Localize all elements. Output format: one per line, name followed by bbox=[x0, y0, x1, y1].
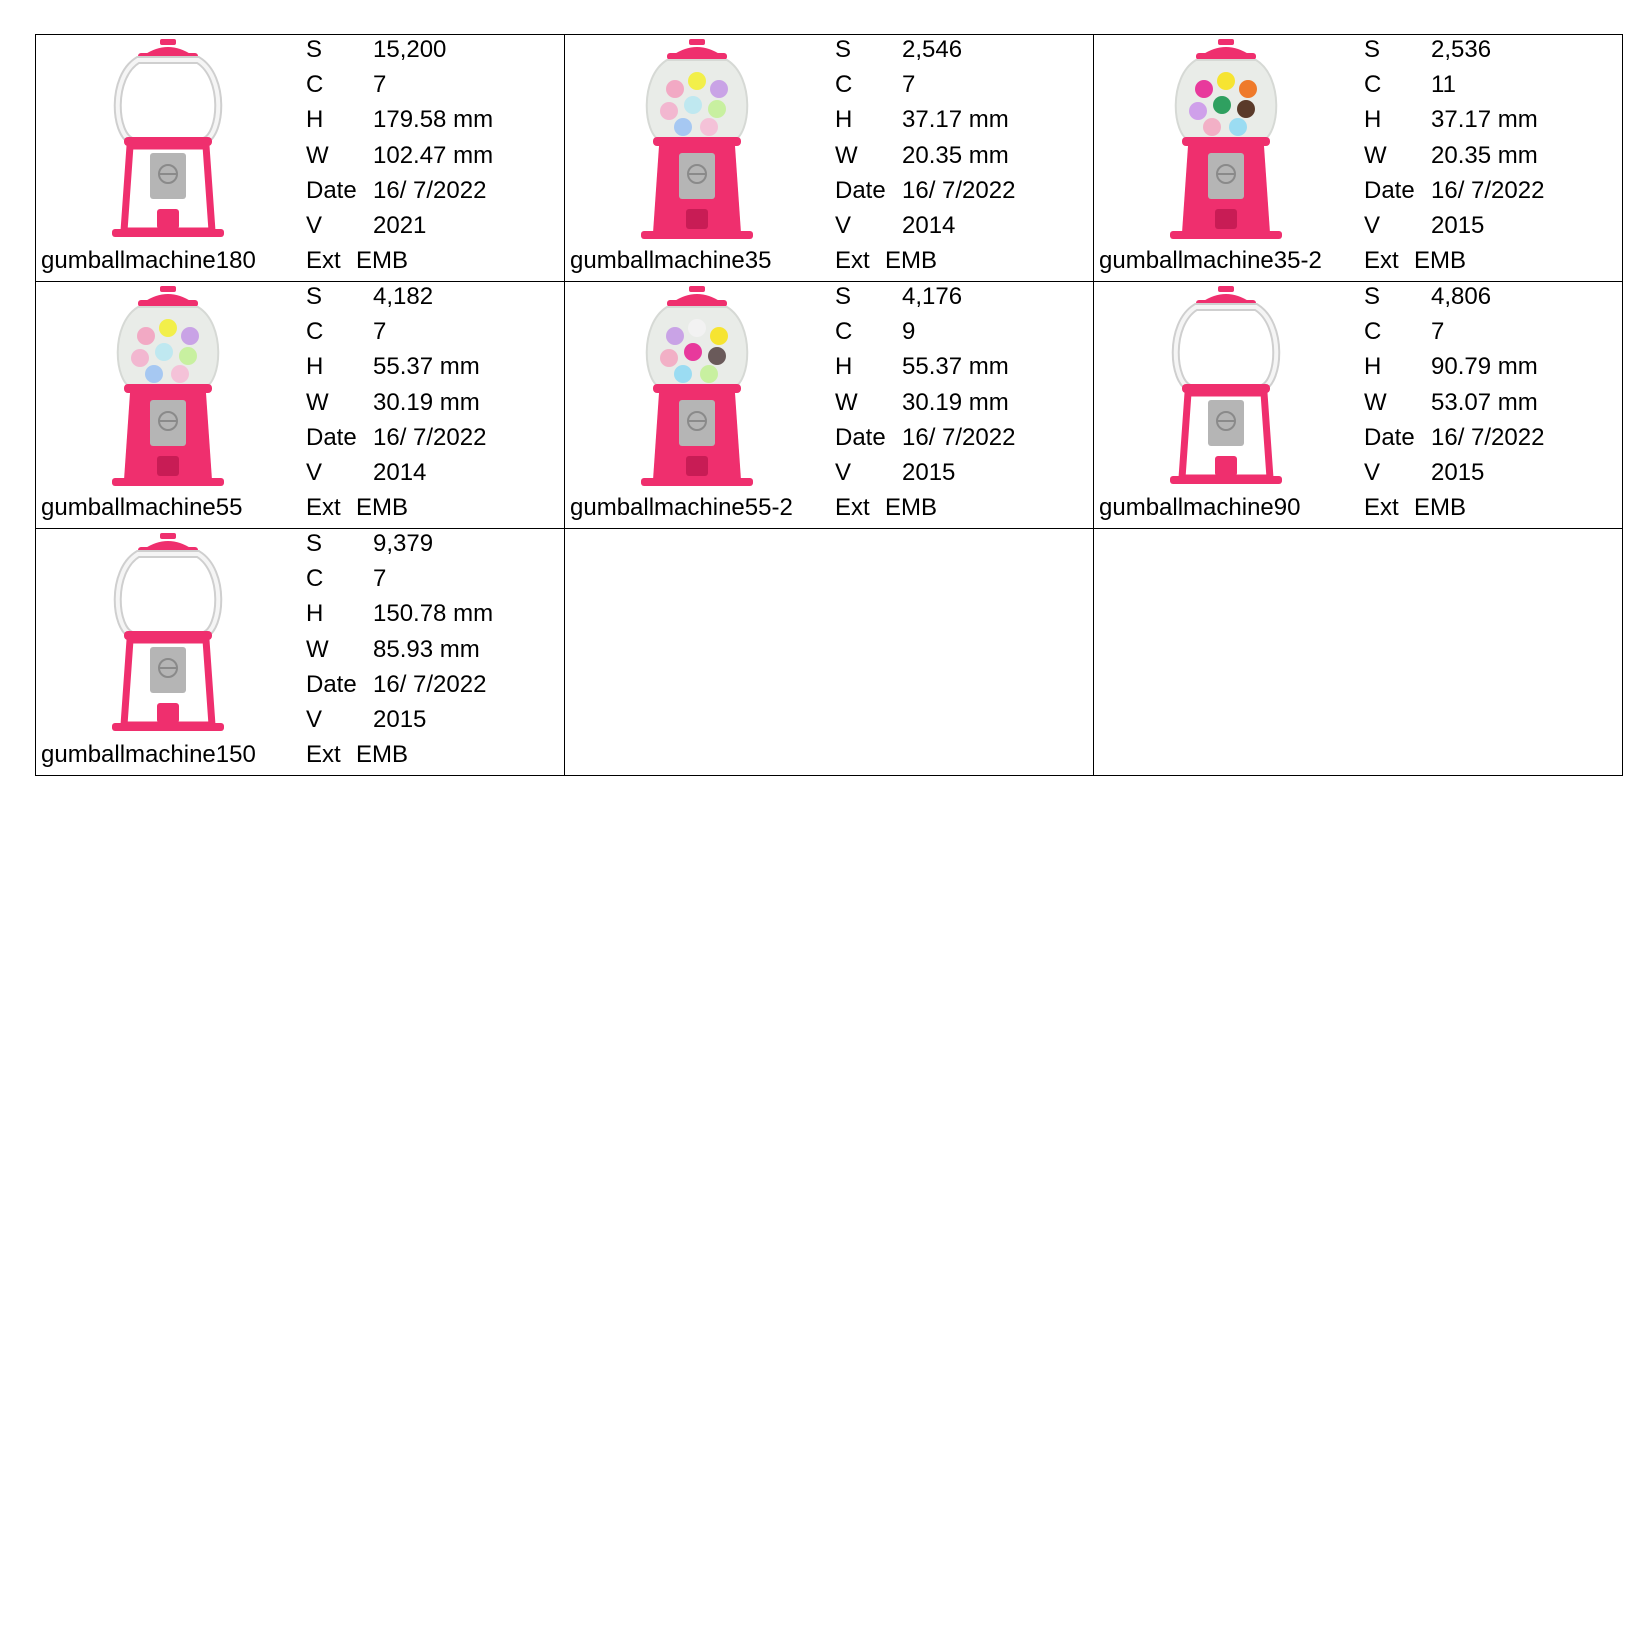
design-cell bbox=[36, 282, 565, 529]
stitches-value: 2,536 bbox=[1431, 36, 1492, 63]
colors-value: 7 bbox=[373, 565, 387, 593]
stitches-label: S bbox=[1364, 283, 1381, 310]
design-filename: gumballmachine55-2 bbox=[570, 494, 793, 521]
height-value: 90.79 mm bbox=[1431, 353, 1538, 381]
date-label: Date bbox=[306, 423, 357, 451]
stitches-value: 9,379 bbox=[373, 530, 434, 557]
gumball-machine-filled-multicolor-icon bbox=[1166, 37, 1286, 247]
extension-value: EMB bbox=[356, 247, 409, 275]
height-label: H bbox=[306, 106, 324, 134]
extension-label: Ext bbox=[306, 494, 341, 522]
empty-cell bbox=[1094, 529, 1623, 776]
design-cell bbox=[1094, 282, 1623, 529]
stitches-value: 2,546 bbox=[902, 36, 963, 63]
colors-label: C bbox=[306, 318, 324, 346]
gumball-machine-filled-multicolor-icon bbox=[637, 284, 757, 494]
version-label: V bbox=[306, 211, 323, 239]
stitches-label: S bbox=[306, 36, 323, 63]
extension-label: Ext bbox=[835, 247, 870, 275]
stitches-label: S bbox=[835, 283, 852, 310]
width-value: 20.35 mm bbox=[1431, 141, 1538, 169]
version-label: V bbox=[1364, 211, 1381, 239]
version-value: 2021 bbox=[373, 211, 427, 239]
width-value: 53.07 mm bbox=[1431, 388, 1538, 416]
stitches-value: 4,182 bbox=[373, 283, 434, 310]
width-label: W bbox=[835, 141, 858, 169]
date-value: 16/ 7/2022 bbox=[1431, 423, 1545, 451]
colors-value: 9 bbox=[902, 318, 916, 346]
design-filename: gumballmachine150 bbox=[41, 741, 256, 768]
height-label: H bbox=[835, 106, 853, 134]
height-label: H bbox=[835, 353, 853, 381]
version-label: V bbox=[835, 458, 852, 486]
date-value: 16/ 7/2022 bbox=[1431, 176, 1545, 204]
version-label: V bbox=[306, 458, 323, 486]
design-filename: gumballmachine90 bbox=[1099, 494, 1301, 521]
width-label: W bbox=[306, 141, 329, 169]
design-filename: gumballmachine35-2 bbox=[1099, 247, 1322, 274]
extension-value: EMB bbox=[356, 741, 409, 769]
design-cell bbox=[36, 529, 565, 776]
height-label: H bbox=[306, 353, 324, 381]
gumball-machine-filled-icon bbox=[108, 284, 228, 494]
version-value: 2015 bbox=[373, 705, 427, 733]
design-cell bbox=[565, 35, 1094, 282]
version-value: 2014 bbox=[373, 458, 427, 486]
design-cell bbox=[565, 282, 1094, 529]
version-value: 2015 bbox=[1431, 211, 1485, 239]
gumball-machine-filled-icon bbox=[637, 37, 757, 247]
empty-cell bbox=[565, 529, 1094, 776]
design-cell bbox=[36, 35, 565, 282]
design-sheet bbox=[35, 34, 1623, 776]
date-label: Date bbox=[1364, 423, 1415, 451]
stitches-label: S bbox=[835, 36, 852, 63]
height-label: H bbox=[1364, 353, 1382, 381]
design-grid bbox=[35, 34, 1623, 776]
width-label: W bbox=[306, 635, 329, 663]
height-value: 179.58 mm bbox=[373, 106, 494, 134]
version-value: 2015 bbox=[902, 458, 956, 486]
colors-value: 7 bbox=[902, 71, 916, 99]
stitches-value: 15,200 bbox=[373, 36, 447, 63]
extension-value: EMB bbox=[356, 494, 409, 522]
height-value: 55.37 mm bbox=[373, 353, 480, 381]
width-label: W bbox=[306, 388, 329, 416]
stitches-label: S bbox=[306, 530, 323, 557]
version-value: 2014 bbox=[902, 211, 956, 239]
stitches-label: S bbox=[306, 283, 323, 310]
extension-label: Ext bbox=[306, 741, 341, 769]
width-value: 20.35 mm bbox=[902, 141, 1009, 169]
date-value: 16/ 7/2022 bbox=[902, 423, 1016, 451]
version-value: 2015 bbox=[1431, 458, 1485, 486]
extension-value: EMB bbox=[885, 494, 938, 522]
width-label: W bbox=[835, 388, 858, 416]
colors-value: 7 bbox=[373, 318, 387, 346]
extension-label: Ext bbox=[1364, 247, 1399, 275]
height-value: 150.78 mm bbox=[373, 600, 494, 628]
width-label: W bbox=[1364, 141, 1387, 169]
height-label: H bbox=[306, 600, 324, 628]
stitches-value: 4,176 bbox=[902, 283, 963, 310]
colors-value: 7 bbox=[1431, 318, 1445, 346]
date-value: 16/ 7/2022 bbox=[373, 176, 487, 204]
gumball-machine-outline-icon bbox=[108, 531, 228, 741]
date-label: Date bbox=[306, 176, 357, 204]
date-value: 16/ 7/2022 bbox=[373, 423, 487, 451]
width-value: 102.47 mm bbox=[373, 141, 494, 169]
width-label: W bbox=[1364, 388, 1387, 416]
date-value: 16/ 7/2022 bbox=[373, 670, 487, 698]
colors-label: C bbox=[835, 318, 853, 346]
colors-label: C bbox=[306, 565, 324, 593]
version-label: V bbox=[1364, 458, 1381, 486]
width-value: 30.19 mm bbox=[902, 388, 1009, 416]
height-label: H bbox=[1364, 106, 1382, 134]
width-value: 30.19 mm bbox=[373, 388, 480, 416]
extension-label: Ext bbox=[835, 494, 870, 522]
colors-label: C bbox=[835, 71, 853, 99]
height-value: 37.17 mm bbox=[1431, 106, 1538, 134]
extension-label: Ext bbox=[306, 247, 341, 275]
width-value: 85.93 mm bbox=[373, 635, 480, 663]
gumball-machine-outline-icon bbox=[1166, 284, 1286, 494]
date-label: Date bbox=[835, 423, 886, 451]
design-filename: gumballmachine180 bbox=[41, 247, 256, 274]
height-value: 55.37 mm bbox=[902, 353, 1009, 381]
stitches-value: 4,806 bbox=[1431, 283, 1492, 310]
version-label: V bbox=[835, 211, 852, 239]
date-value: 16/ 7/2022 bbox=[902, 176, 1016, 204]
date-label: Date bbox=[306, 670, 357, 698]
colors-label: C bbox=[306, 71, 324, 99]
colors-value: 11 bbox=[1431, 71, 1456, 99]
colors-label: C bbox=[1364, 318, 1382, 346]
design-filename: gumballmachine35 bbox=[570, 247, 772, 274]
extension-value: EMB bbox=[885, 247, 938, 275]
extension-label: Ext bbox=[1364, 494, 1399, 522]
stitches-label: S bbox=[1364, 36, 1381, 63]
design-cell bbox=[1094, 35, 1623, 282]
date-label: Date bbox=[1364, 176, 1415, 204]
height-value: 37.17 mm bbox=[902, 106, 1009, 134]
date-label: Date bbox=[835, 176, 886, 204]
design-filename: gumballmachine55 bbox=[41, 494, 243, 521]
colors-label: C bbox=[1364, 71, 1382, 99]
extension-value: EMB bbox=[1414, 494, 1467, 522]
version-label: V bbox=[306, 705, 323, 733]
gumball-machine-outline-icon bbox=[108, 37, 228, 247]
extension-value: EMB bbox=[1414, 247, 1467, 275]
colors-value: 7 bbox=[373, 71, 387, 99]
